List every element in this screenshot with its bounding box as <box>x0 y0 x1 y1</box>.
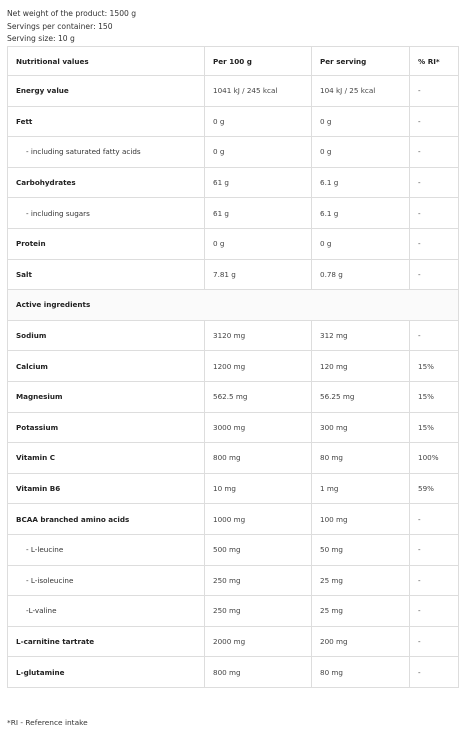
column-header-nutritional-values: Nutritional values <box>8 47 205 76</box>
ri-value: - <box>410 565 459 596</box>
per-100g-value: 10 mg <box>205 473 312 504</box>
table-row <box>8 167 459 198</box>
nutrient-name: - including saturated fatty acids <box>8 137 205 168</box>
per-100g-value: 800 mg <box>205 443 312 474</box>
ri-value: - <box>410 198 459 229</box>
per-serving-value: 25 mg <box>312 596 410 627</box>
nutrient-name: Sodium <box>8 320 205 351</box>
ri-value: - <box>410 76 459 107</box>
per-serving-value: 200 mg <box>312 626 410 657</box>
nutrient-name: BCAA branched amino acids <box>8 504 205 535</box>
table-row <box>8 412 459 443</box>
per-serving-value: 56.25 mg <box>312 381 410 412</box>
serving-size-text: Serving size: 10 g <box>7 34 75 43</box>
table-row <box>8 259 459 290</box>
nutrient-name: Vitamin C <box>8 443 205 474</box>
ri-value: - <box>410 504 459 535</box>
per-serving-value: 104 kJ / 25 kcal <box>312 76 410 107</box>
nutrition-table <box>7 46 459 688</box>
per-serving-value: 100 mg <box>312 504 410 535</box>
ri-value: - <box>410 137 459 168</box>
ri-value: - <box>410 657 459 688</box>
table-row <box>8 320 459 351</box>
table-body <box>8 76 459 688</box>
ri-value: 15% <box>410 351 459 382</box>
table-row <box>8 534 459 565</box>
column-header-ri: % RI* <box>410 47 459 76</box>
footnote: *RI - Reference intake <box>7 718 88 727</box>
nutrient-name: Vitamin B6 <box>8 473 205 504</box>
per-serving-value: 0.78 g <box>312 259 410 290</box>
ri-value: - <box>410 534 459 565</box>
nutrient-name: - L-isoleucine <box>8 565 205 596</box>
table-row <box>8 443 459 474</box>
ri-value: - <box>410 626 459 657</box>
per-100g-value: 800 mg <box>205 657 312 688</box>
nutrient-name: L-glutamine <box>8 657 205 688</box>
table-row <box>8 106 459 137</box>
nutrient-name: L-carnitine tartrate <box>8 626 205 657</box>
per-serving-value: 25 mg <box>312 565 410 596</box>
per-serving-value: 1 mg <box>312 473 410 504</box>
per-serving-value: 6.1 g <box>312 167 410 198</box>
nutrient-name: Energy value <box>8 76 205 107</box>
ri-value: 15% <box>410 381 459 412</box>
per-100g-value: 2000 mg <box>205 626 312 657</box>
per-100g-value: 250 mg <box>205 565 312 596</box>
product-info <box>7 8 136 46</box>
table-header-row <box>8 47 459 76</box>
per-100g-value: 1200 mg <box>205 351 312 382</box>
per-serving-value: 50 mg <box>312 534 410 565</box>
per-serving-value: 80 mg <box>312 657 410 688</box>
per-100g-value: 1041 kJ / 245 kcal <box>205 76 312 107</box>
section-label: Active ingredients <box>8 290 459 321</box>
per-serving-value: 0 g <box>312 137 410 168</box>
per-serving-value: 300 mg <box>312 412 410 443</box>
per-100g-value: 61 g <box>205 198 312 229</box>
ri-value: 15% <box>410 412 459 443</box>
ri-value: - <box>410 259 459 290</box>
table-row <box>8 657 459 688</box>
nutrient-name: - including sugars <box>8 198 205 229</box>
per-serving-value: 6.1 g <box>312 198 410 229</box>
column-header-per-100g: Per 100 g <box>205 47 312 76</box>
per-100g-value: 61 g <box>205 167 312 198</box>
table-row <box>8 228 459 259</box>
ri-value: - <box>410 167 459 198</box>
ri-value: - <box>410 320 459 351</box>
per-100g-value: 562.5 mg <box>205 381 312 412</box>
per-100g-value: 500 mg <box>205 534 312 565</box>
ri-value: 59% <box>410 473 459 504</box>
per-100g-value: 250 mg <box>205 596 312 627</box>
nutrient-name: Magnesium <box>8 381 205 412</box>
per-serving-value: 0 g <box>312 228 410 259</box>
table-row <box>8 351 459 382</box>
per-serving-value: 312 mg <box>312 320 410 351</box>
per-100g-value: 0 g <box>205 228 312 259</box>
nutrient-name: Potassium <box>8 412 205 443</box>
table-row <box>8 504 459 535</box>
nutrient-name: Calcium <box>8 351 205 382</box>
nutrient-name: Salt <box>8 259 205 290</box>
table-row <box>8 473 459 504</box>
per-serving-value: 120 mg <box>312 351 410 382</box>
table-row <box>8 596 459 627</box>
ri-value: 100% <box>410 443 459 474</box>
ri-value: - <box>410 596 459 627</box>
ri-value: - <box>410 228 459 259</box>
table-section-row <box>8 290 459 321</box>
ri-value: - <box>410 106 459 137</box>
table-row <box>8 626 459 657</box>
nutrient-name: -L-valine <box>8 596 205 627</box>
per-100g-value: 0 g <box>205 106 312 137</box>
table-row <box>8 137 459 168</box>
per-100g-value: 0 g <box>205 137 312 168</box>
nutrient-name: Protein <box>8 228 205 259</box>
per-100g-value: 3000 mg <box>205 412 312 443</box>
table-row <box>8 565 459 596</box>
per-serving-value: 80 mg <box>312 443 410 474</box>
column-header-per-serving: Per serving <box>312 47 410 76</box>
net-weight-text: Net weight of the product: 1500 g <box>7 9 137 18</box>
table-row <box>8 381 459 412</box>
nutrient-name: - L-leucine <box>8 534 205 565</box>
servings-text: Servings per container: 150 <box>7 21 113 31</box>
per-serving-value: 0 g <box>312 106 410 137</box>
table-row <box>8 198 459 229</box>
nutrient-name: Carbohydrates <box>8 167 205 198</box>
per-100g-value: 7.81 g <box>205 259 312 290</box>
per-100g-value: 3120 mg <box>205 320 312 351</box>
table-row <box>8 76 459 107</box>
nutrient-name: Fett <box>8 106 205 137</box>
per-100g-value: 1000 mg <box>205 504 312 535</box>
